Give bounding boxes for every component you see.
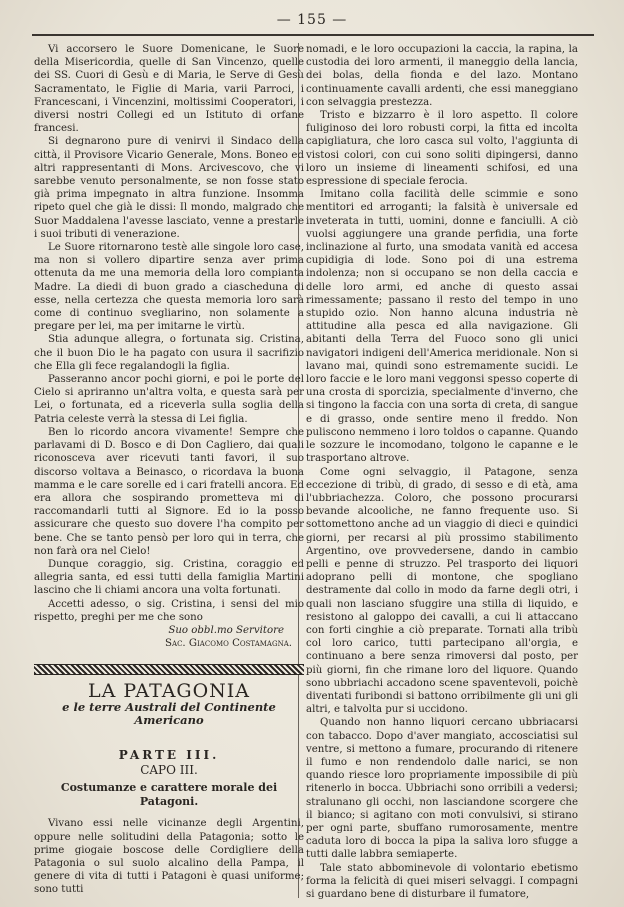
section-title: Costumanze e carattere morale dei Patagoni. xyxy=(60,781,278,809)
paragraph: Tale stato abbominevole di volontario ebetismo forma la felicità di quei miseri selvaggi. I compagni si guardano bene di disturbare il fumatore, xyxy=(306,862,578,900)
paragraph: nomadi, e le loro occupazioni la caccia, la rapina, la custodia dei loro armenti, il maneggio della lancia, dei bolas, della fionda e del lazo. Montano continuamente cavalli ardenti, che essi maneggiano con selvaggia prestezza. xyxy=(306,44,578,108)
paragraph: Si degnarono pure di venirvi il Sindaco della città, il Provisore Vicario Generale, Mons. Boneo ed altri rappresentanti di Mons. Arcivescovo, che vi sarebbe venuto personalmente, se non fosse stato già prima impegnato in altra funzione. Insomma ripeto quel che già le dissi: Il mondo, malgrado che Suor Maddalena l'avesse lasciato, venne a prestarle i suoi tributi di venerazione. xyxy=(34,136,304,240)
right-column xyxy=(306,43,578,903)
paragraph: Imitano colla facilità delle scimmie e sono mentitori ed arroganti; la falsità è universale ed inveterata in tutti, uomini, donne e fanciulli. A ciò vuolsi aggiungere una grande perfidia, una forte inclinazione al furto, una smodata vanità ed accesa cupidigia di lode. Sono poi di una estrema indolenza; non si occupano se non della caccia e delle loro armi, ed anche di questo assai rimessamente; passano il resto del tempo in uno stupido ozio. Non hanno alcuna industria nè attitudine alla pesca ed alla navigazione. Gli abitanti della Terra del Fuoco sono gli unici navigatori indigeni dell'America meridionale. Non si lavano mai, quindi sono estremamente sucidi. Le loro faccie e le loro mani veggonsi spesso coperte di una crosta di sporcizia, specialmente d'inverno, che si tingono la faccia con una sorta di creta, di sangue e di grasso, onde sentire meno il freddo. Non puliscono nemmeno i loro toldos o capanne. Quando le sozzure le incomodano, tolgono le capanne e le trasportano altrove. xyxy=(306,189,578,465)
signature-name: Sac. Giacomo Costamagna. xyxy=(165,638,292,650)
paragraph: Stia adunque allegra, o fortunata sig. Cristina, che il buon Dio le ha pagato con usura il sacrifizio che Ella gli fece regalandogli la figlia. xyxy=(34,334,304,372)
paragraph: Passeranno ancor pochi giorni, e poi le porte del Cielo si apriranno un'altra volta, e questa sarà per Lei, o fortunata, ed a riceverla sulla soglia della Patria celeste verrà la stessa di Lei figlia. xyxy=(34,374,304,425)
chapter-label: CAPO III. xyxy=(140,763,198,778)
paragraph: Dunque coraggio, sig. Cristina, coraggio ed allegria santa, ed essi tutti della famiglia Martini lascino che li chiami ancora una volta fortunati. xyxy=(34,558,304,597)
signature-line: Suo obbl.mo Servitore xyxy=(168,624,284,636)
left-column xyxy=(34,43,304,903)
article-subtitle: e le terre Australi del Continente Americano xyxy=(62,699,276,727)
paragraph: Vivano essi nelle vicinanze degli Argentini, oppure nelle solitudini della Patagonia; sotto le prime giogaie boscose delle Cordigliere della Patagonia o sul suolo alcalino della Pampa, il genere di vita di tutti i Patagoni è quasi uniforme; sono tutti xyxy=(34,818,304,896)
part-label: PARTE III. xyxy=(118,747,220,762)
paragraph: Ben lo ricordo ancora vivamente! Sempre che parlavami di D. Bosco e di Don Cagliero, dai quali riconosceva aver ricevuti tanti favori, il suo discorso voltava a Beinasco, o ricordava la buona mamma e le care sorelle ed i cari fratelli ancora. Ed era allora che sospirando prometteva mi di raccomandarli tutti al Signore. Ed io la posso assicurare che questo suo dovere l'ha compito per bene. Che se tanto pensò per loro qui in terra, che non farà ora nel Cielo! xyxy=(34,426,304,557)
header-rule xyxy=(32,34,594,36)
page-number: — 155 — xyxy=(276,12,348,28)
article-title: LA PATAGONIA xyxy=(87,680,251,703)
paragraph: Tristo e bizzarro è il loro aspetto. Il colore fuliginoso dei loro robusti corpi, la fitta ed incolta capigliatura, che loro cascа sul volto, l'aggiunta di vistosi colori, con cui sono soliti dipingersi, danno loro un insieme di lineamenti schifosi, ed una espressione di speciale ferocia. xyxy=(306,110,578,188)
ornamental-divider xyxy=(34,664,304,675)
paragraph: Le Suore ritornarono testè alle singole loro case, ma non si vollero dipartire senza aver prima ottenuta da me una memoria della loro compianta Madre. La diedi di buon grado a ciascheduna di esse, nella certezza che questa memoria loro sarà come di continuo svegliarino, non solamente a pregare per lei, ma per imitarne le virtù. xyxy=(34,242,304,333)
paragraph: Come ogni selvaggio, il Patagone, senza eccezione di tribù, di grado, di sesso e di età, ama l'ubbriachezza. Coloro, che possono procurarsi bevande alcooliche, ne fanno frequente uso. Si sottomettono anche ad un viaggio di dieci e quindici giorni, per recarsi al più prossimo stabilimento Argentino, ove provvedersene, dando in cambio pelli e penne di struzzo. Pel trasporto dei liquori adoprano pelli di montone, che spogliano destramente dal collo in modo da farne degli otri, i quali non lasciano sfuggire una stilla di liquido, e resistono al galoppo dei cavalli, a cui li attaccano con forti cinghie a ciò preparate. Tornati alla tribù col loro carico, tutti partecipano all'orgia, e continuano a bere senza rimoversi dal posto, per più giorni, fin che rimane loro del liquore. Quando sono ubbriachi accadono scene spaventevoli, poichè diventati furibondi si battono orribilmente gli uni gli altri, e talvolta pur si uccidono. xyxy=(306,466,578,716)
paragraph: Quando non hanno liquori cercano ubbriacarsi con tabacco. Dopo d'aver mangiato, accosciatisi sul ventre, si mettono a fumare, procurando di ritenere il fumo e non rendendolo dalle narici, se non quando riesce loro propriamente impossibile di più ritenerlo in bocca. Ubbriachi sono orribili a vedersi; stralunano gli occhi, non lasciandone scorgere che il bianco; si agitano con moti convulsivi, si stirano per ogni parte, sbuffano rumorosamente, mentre cadutа loro di bocca la pipa la saliva loro sfugge a tutti dalle labbra semiaperte. xyxy=(306,717,578,861)
paragraph: Accetti adesso, o sig. Cristina, i sensi del mio rispetto, preghi per me che sono xyxy=(34,598,304,623)
paragraph: Vi accorsero le Suore Domenicane, le Suore della Misericordia, quelle di San Vincenzo, quelle dei SS. Cuori di Gesù e di Maria, le Serve di Gesù Sacramentato, le Figlie di Maria, varii Parroci, i Francescani, i Vincenzini, moltissimi Cooperatori, i diversi nostri Collegi ed un Istituto di orfane francesi. xyxy=(34,44,304,135)
